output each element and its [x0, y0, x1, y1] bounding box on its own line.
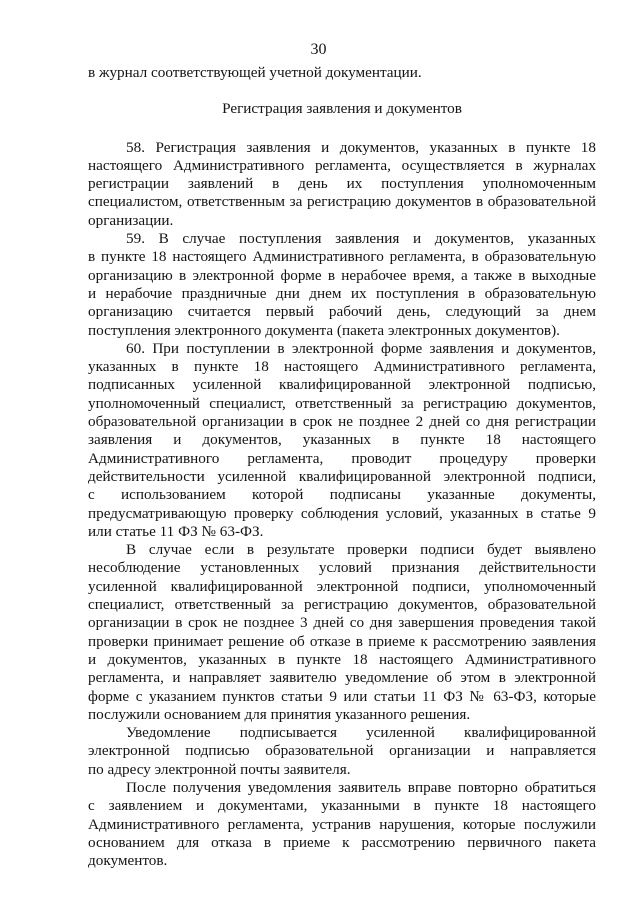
paragraph-notification: [88, 724, 596, 779]
paragraph-line: Административного регламента, устранив нарушения, которые послужили: [88, 815, 596, 833]
paragraph-line: или статье 11 ФЗ № 63-ФЗ.: [88, 522, 264, 540]
paragraph-line: организации.: [88, 211, 174, 229]
paragraph-line: форме с указанием пунктов статьи 9 или статьи 11 ФЗ № 63-ФЗ, которые: [88, 687, 596, 705]
section-heading: Регистрация заявления и документов: [222, 100, 462, 118]
paragraph-line: в пункте 18 настоящего Административного регламента, в образовательную: [88, 248, 596, 266]
page-number: 30: [310, 41, 327, 58]
paragraph-line: 60. При поступлении в электронной форме заявления и документов,: [126, 339, 596, 357]
paragraph-line: и нерабочие праздничные дни днем их поступления в образовательную: [88, 284, 596, 302]
paragraph-verification-failure: [88, 541, 596, 724]
paragraph-line: с использованием которой подписаны указанные документы,: [88, 486, 596, 504]
paragraph-60: [88, 340, 596, 541]
intro-line: в журнал соответствующей учетной документации.: [88, 64, 422, 81]
document-body: [88, 64, 596, 870]
paragraph-58: [88, 139, 596, 230]
paragraph-line: После получения уведомления заявитель вправе повторно обратиться: [126, 778, 596, 796]
paragraph-line: электронной подписью образовательной организации и направляется: [88, 742, 596, 760]
paragraph-line: регламента, и направляет заявителю уведомление об этом в электронной: [88, 669, 596, 687]
paragraph-line: заявления и документов, указанных в пункте 18 настоящего: [88, 431, 596, 449]
paragraph-line: организацию считается первый рабочий день, следующий за днем: [88, 303, 596, 321]
paragraph-line: образовательной организации в срок не позднее 2 дней со дня регистрации: [88, 413, 596, 431]
paragraph-line: усиленной квалифицированной электронной подписи, уполномоченный: [88, 577, 596, 595]
paragraph-line: поступления электронного документа (пакета электронных документов).: [88, 321, 560, 339]
paragraph-line: настоящего Административного регламента, осуществляется в журналах: [88, 156, 596, 174]
paragraph-line: и документов, указанных в пункте 18 настоящего Административного: [88, 650, 596, 668]
paragraph-line: проверки принимает решение об отказе в приеме к рассмотрению заявления: [88, 632, 596, 650]
paragraph-line: документов.: [88, 852, 168, 870]
paragraph-line: регистрации заявлений в день их поступления уполномоченным: [88, 175, 596, 193]
paragraph-line: специалистом, ответственным за регистрацию документов в образовательной: [88, 193, 596, 211]
paragraph-line: указанных в пункте 18 настоящего Административного регламента,: [88, 358, 596, 376]
paragraph-line: подписанных усиленной квалифицированной электронной подписью,: [88, 376, 596, 394]
paragraph-line: 59. В случае поступления заявления и документов, указанных: [126, 230, 596, 248]
paragraph-line: предусматривающую проверку соблюдения условий, указанных в статье 9: [88, 504, 596, 522]
paragraph-line: 58. Регистрация заявления и документов, указанных в пункте 18: [126, 138, 596, 156]
paragraph-line: В случае если в результате проверки подписи будет выявлено: [126, 541, 596, 559]
paragraph-line: организацию в электронной форме в нерабочее время, а также в выходные: [88, 266, 596, 284]
paragraph-line: послужили основанием для принятия указанного решения.: [88, 705, 471, 723]
paragraph-line: Административного регламента, проводит процедуру проверки: [88, 449, 596, 467]
paragraph-line: с заявлением и документами, указанными в пункте 18 настоящего: [88, 797, 596, 815]
paragraph-line: по адресу электронной почты заявителя.: [88, 760, 351, 778]
paragraph-line: уполномоченный специалист, ответственный за регистрацию документов,: [88, 394, 596, 412]
paragraph-59: [88, 230, 596, 340]
paragraph-line: действительности усиленной квалифицированной электронной подписи,: [88, 467, 596, 485]
paragraph-line: организации в срок не позднее 3 дней со дня завершения проведения такой: [88, 614, 596, 632]
paragraph-line: основанием для отказа в приеме к рассмотрению первичного пакета: [88, 833, 596, 851]
paragraph-reapplication: [88, 779, 596, 870]
paragraph-line: специалист, ответственный за регистрацию документов, образовательной: [88, 596, 596, 614]
paragraph-line: Уведомление подписывается усиленной квалифицированной: [126, 724, 596, 742]
paragraph-line: несоблюдение установленных условий признания действительности: [88, 559, 596, 577]
